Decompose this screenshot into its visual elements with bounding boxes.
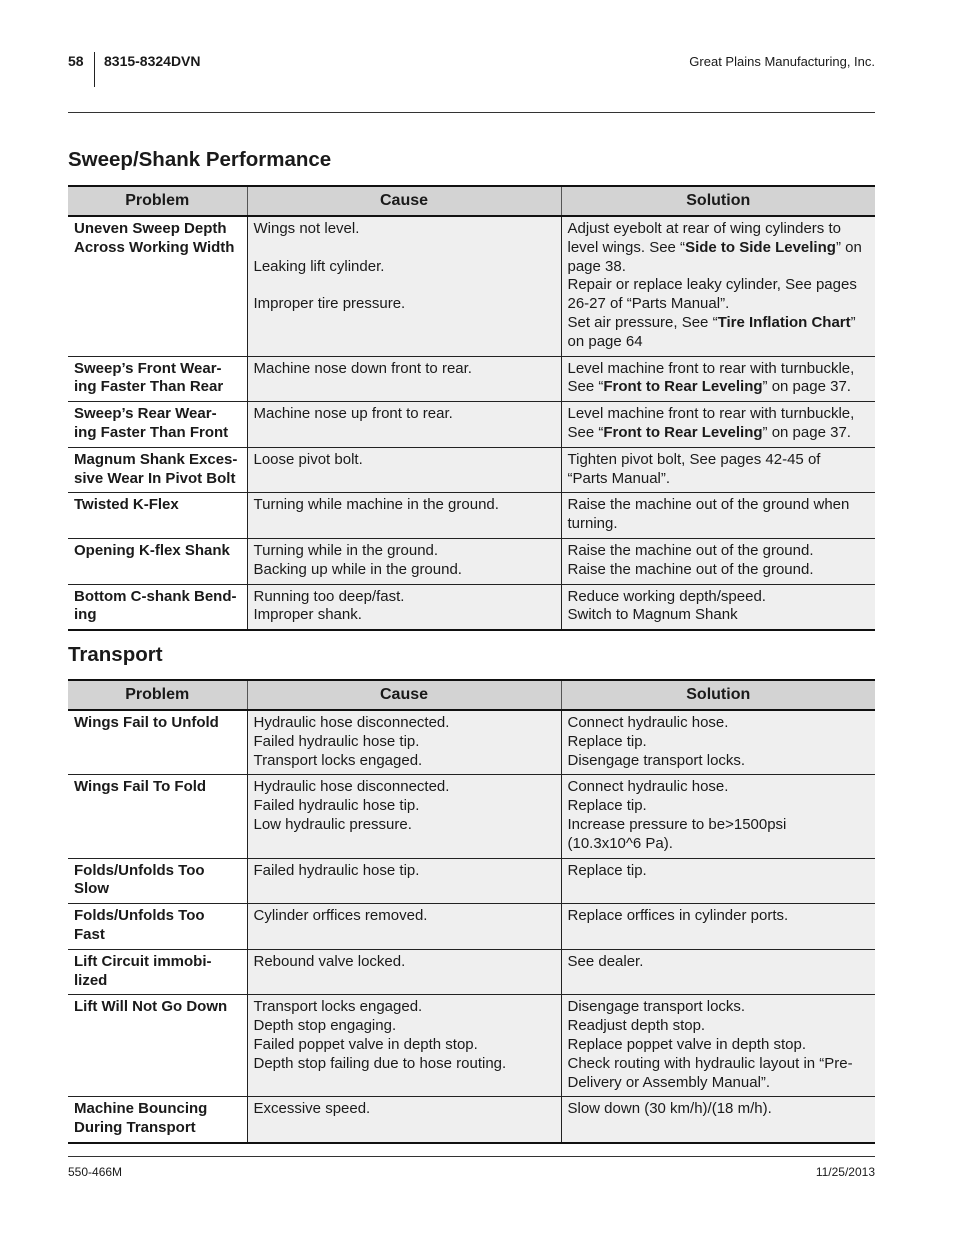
problem-cell <box>68 356 247 402</box>
cause-text-line: Loose pivot bolt. <box>253 450 363 468</box>
solution-text-line <box>568 998 871 1017</box>
solution-text: Replace tip. <box>567 861 647 879</box>
sweep-section-title: Sweep/Shank Performance <box>68 148 332 171</box>
solution-reference: Front to Rear Leveling <box>603 378 763 396</box>
cause-text-line: Transport locks engaged. <box>253 998 423 1016</box>
solution-text-line <box>568 816 871 835</box>
cause-text-line: Machine nose up front to rear. <box>253 405 453 423</box>
solution-cell <box>561 216 875 356</box>
cause-text-line: Turning while in the ground. <box>253 541 439 559</box>
solution-text: ” on <box>835 238 862 256</box>
line-gap <box>254 276 556 295</box>
solution-cell <box>561 402 875 448</box>
cause-cell <box>247 447 561 493</box>
problem-text-line: Bottom C-shank Bend- <box>74 587 237 605</box>
transport-section-title: Transport <box>68 643 163 666</box>
table-row <box>68 584 875 630</box>
problem-text-line: Machine Bouncing <box>74 1100 208 1118</box>
problem-text-line: Opening K-flex Shank <box>74 541 230 559</box>
cause-text-line: Improper shank. <box>253 606 362 624</box>
solution-text-line <box>568 314 871 333</box>
cause-text-line: Wings not level. <box>253 220 360 237</box>
solution-cell <box>561 584 875 630</box>
problem-cell <box>68 995 247 1097</box>
solution-text-line <box>568 295 871 314</box>
table-row <box>68 858 875 904</box>
problem-text-line: Folds/Unfolds Too <box>74 861 205 879</box>
solution-cell <box>561 1097 875 1143</box>
solution-text: page 38. <box>567 257 626 275</box>
cause-text-line: Low hydraulic pressure. <box>253 815 412 833</box>
problem-cell <box>68 447 247 493</box>
cause-text-line: Failed hydraulic hose tip. <box>253 861 420 879</box>
cause-text-line: Failed hydraulic hose tip. <box>253 732 420 750</box>
column-header-solution: Solution <box>561 680 875 710</box>
solution-text-line <box>568 1100 871 1119</box>
cause-text-line: Hydraulic hose disconnected. <box>253 714 450 731</box>
document-number: 550-466M <box>68 1165 123 1179</box>
problem-cell <box>68 904 247 950</box>
column-header-solution: Solution <box>561 186 875 216</box>
solution-text: Raise the machine out of the ground. <box>567 541 814 559</box>
solution-text-line <box>568 542 871 561</box>
solution-text: ” on page 37. <box>762 378 851 396</box>
solution-reference: Front to Rear Leveling <box>603 423 763 441</box>
solution-text-line <box>568 1074 871 1093</box>
problem-text-line: Uneven Sweep Depth <box>74 220 227 237</box>
solution-text-line <box>568 953 871 972</box>
problem-text-line: During Transport <box>74 1119 196 1137</box>
cause-text-line: Rebound valve locked. <box>253 952 406 970</box>
problem-text-line: Lift Circuit immobi- <box>74 952 212 970</box>
column-header-problem: Problem <box>68 680 247 710</box>
solution-cell <box>561 538 875 584</box>
problem-cell <box>68 949 247 995</box>
problem-text-line: ing <box>74 606 97 624</box>
table-row <box>68 1097 875 1143</box>
solution-text-line <box>568 451 871 470</box>
cause-cell <box>247 216 561 356</box>
problem-cell <box>68 493 247 539</box>
cause-cell <box>247 493 561 539</box>
solution-text: turning. <box>567 515 618 533</box>
solution-text: Repair or replace leaky cylinder, See pages <box>567 276 857 294</box>
solution-text: See “ <box>567 378 604 396</box>
cause-cell <box>247 710 561 775</box>
table-row <box>68 995 875 1097</box>
problem-text-line: Sweep’s Rear Wear- <box>74 405 217 423</box>
problem-cell <box>68 775 247 858</box>
cause-text-line: Failed poppet valve in depth stop. <box>253 1035 478 1053</box>
solution-cell <box>561 356 875 402</box>
solution-text-line <box>568 752 871 771</box>
problem-text-line: Slow <box>74 880 110 898</box>
solution-text: ” <box>850 313 856 331</box>
solution-text-line <box>568 797 871 816</box>
problem-text-line: Folds/Unfolds Too <box>74 907 205 925</box>
solution-text: Delivery or Assembly Manual”. <box>567 1073 771 1091</box>
cause-cell <box>247 995 561 1097</box>
solution-text-line <box>568 862 871 881</box>
company-name: Great Plains Manufacturing, Inc. <box>689 54 875 69</box>
solution-text: level wings. See “ <box>567 238 686 256</box>
solution-text-line <box>568 515 871 534</box>
solution-text: Disengage transport locks. <box>567 751 746 769</box>
cause-text-line: Turning while machine in the ground. <box>253 496 499 514</box>
cause-cell <box>247 858 561 904</box>
solution-text: “Parts Manual”. <box>567 469 671 487</box>
solution-text-line <box>568 561 871 580</box>
table-row <box>68 904 875 950</box>
solution-text-line <box>568 239 871 258</box>
solution-reference: Side to Side Leveling <box>685 238 836 256</box>
solution-text: Level machine front to rear with turnbuckle, <box>567 359 855 377</box>
solution-cell <box>561 858 875 904</box>
problem-text-line: Fast <box>74 925 105 943</box>
table-header-row <box>68 186 875 216</box>
problem-text-line: Sweep’s Front Wear- <box>74 359 222 377</box>
solution-text-line <box>568 276 871 295</box>
table-row <box>68 216 875 356</box>
solution-text-line <box>568 778 871 797</box>
table-row <box>68 710 875 775</box>
table-row <box>68 447 875 493</box>
cause-cell <box>247 538 561 584</box>
header-rule <box>68 112 875 113</box>
solution-text: Slow down (30 km/h)/(18 m/h). <box>567 1100 772 1118</box>
problem-cell <box>68 584 247 630</box>
transport-table-body <box>68 710 875 1143</box>
cause-cell <box>247 775 561 858</box>
cause-text-line: Excessive speed. <box>253 1100 371 1118</box>
solution-text: Raise the machine out of the ground. <box>567 560 814 578</box>
cause-cell <box>247 356 561 402</box>
column-header-cause: Cause <box>247 680 561 710</box>
solution-cell <box>561 447 875 493</box>
solution-text-line <box>568 1017 871 1036</box>
solution-text-line <box>568 714 871 733</box>
solution-text: Reduce working depth/speed. <box>567 587 766 605</box>
solution-cell <box>561 949 875 995</box>
solution-text-line <box>568 907 871 926</box>
cause-text-line: Improper tire pressure. <box>253 295 406 313</box>
solution-cell <box>561 775 875 858</box>
problem-text-line: sive Wear In Pivot Bolt <box>74 469 236 487</box>
solution-text: Connect hydraulic hose. <box>567 778 729 796</box>
problem-cell <box>68 538 247 584</box>
cause-cell <box>247 904 561 950</box>
problem-text-line: Lift Will Not Go Down <box>74 998 228 1016</box>
column-header-cause: Cause <box>247 186 561 216</box>
table-header-row <box>68 680 875 710</box>
problem-text-line: lized <box>74 971 108 989</box>
problem-cell <box>68 858 247 904</box>
problem-cell <box>68 216 247 356</box>
solution-text-line <box>568 496 871 515</box>
solution-text: (10.3x10^6 Pa). <box>567 834 673 852</box>
solution-text: Replace tip. <box>567 732 647 750</box>
solution-text: Connect hydraulic hose. <box>567 714 729 731</box>
header-divider <box>94 52 95 87</box>
solution-text: Replace tip. <box>567 797 647 815</box>
line-gap <box>254 239 556 258</box>
table-row <box>68 949 875 995</box>
solution-text-line <box>568 258 871 277</box>
problem-text-line: Magnum Shank Exces- <box>74 450 238 468</box>
cause-cell <box>247 402 561 448</box>
solution-text: See dealer. <box>567 952 644 970</box>
solution-text-line <box>568 470 871 489</box>
solution-text: Replace orffices in cylinder ports. <box>567 907 789 925</box>
solution-text-line <box>568 1055 871 1074</box>
footer-rule <box>68 1156 875 1157</box>
solution-text: 26-27 of “Parts Manual”. <box>567 295 730 313</box>
problem-text-line: Twisted K-Flex <box>74 496 179 514</box>
solution-text: Switch to Magnum Shank <box>567 606 738 624</box>
cause-text-line: Running too deep/fast. <box>253 587 405 605</box>
solution-text: See “ <box>567 423 604 441</box>
problem-cell <box>68 1097 247 1143</box>
solution-text-line <box>568 606 871 625</box>
solution-text-line <box>568 424 871 443</box>
solution-cell <box>561 710 875 775</box>
table-row <box>68 493 875 539</box>
problem-text-line: Wings Fail To Fold <box>74 778 207 796</box>
solution-text-line <box>568 360 871 379</box>
solution-text: Replace poppet valve in depth stop. <box>567 1035 806 1053</box>
problem-text-line: Across Working Width <box>74 238 235 256</box>
solution-text: on page 64 <box>567 332 643 350</box>
table-row <box>68 775 875 858</box>
cause-text-line: Hydraulic hose disconnected. <box>253 778 450 796</box>
table-row <box>68 538 875 584</box>
cause-text-line: Transport locks engaged. <box>253 751 423 769</box>
solution-text: Raise the machine out of the ground when <box>567 496 850 514</box>
cause-text-line: Backing up while in the ground. <box>253 560 462 578</box>
problem-text-line: Wings Fail to Unfold <box>74 714 219 731</box>
solution-text-line <box>568 733 871 752</box>
cause-cell <box>247 1097 561 1143</box>
solution-text-line <box>568 378 871 397</box>
table-row <box>68 356 875 402</box>
column-header-problem: Problem <box>68 186 247 216</box>
solution-text-line <box>568 588 871 607</box>
table-row <box>68 402 875 448</box>
solution-text-line <box>568 1036 871 1055</box>
solution-text-line <box>568 405 871 424</box>
solution-cell <box>561 995 875 1097</box>
solution-text: Disengage transport locks. <box>567 998 746 1016</box>
solution-text: Adjust eyebolt at rear of wing cylinders to <box>567 220 841 237</box>
sweep-table-body <box>68 216 875 630</box>
problem-cell <box>68 710 247 775</box>
transport-table <box>68 679 875 1144</box>
cause-cell <box>247 584 561 630</box>
solution-text: Readjust depth stop. <box>567 1017 706 1035</box>
cause-text-line: Depth stop failing due to hose routing. <box>253 1054 507 1072</box>
cause-text-line: Leaking lift cylinder. <box>253 257 385 275</box>
cause-text-line: Depth stop engaging. <box>253 1017 397 1035</box>
solution-text: Check routing with hydraulic layout in “Pre- <box>567 1054 853 1072</box>
solution-text-line <box>568 835 871 854</box>
problem-cell <box>68 402 247 448</box>
revision-date: 11/25/2013 <box>815 1165 875 1179</box>
solution-text: Level machine front to rear with turnbuckle, <box>567 405 855 423</box>
solution-text: Increase pressure to be>1500psi <box>567 815 787 833</box>
cause-cell <box>247 949 561 995</box>
cause-text-line: Cylinder orffices removed. <box>253 907 428 925</box>
sweep-shank-table <box>68 185 875 631</box>
solution-cell <box>561 493 875 539</box>
solution-text: Set air pressure, See “ <box>567 313 718 331</box>
cause-text-line: Machine nose down front to rear. <box>253 359 472 377</box>
solution-text: Tighten pivot bolt, See pages 42-45 of <box>567 450 821 468</box>
problem-text-line: ing Faster Than Rear <box>74 378 224 396</box>
problem-text-line: ing Faster Than Front <box>74 423 229 441</box>
solution-text-line <box>568 333 871 352</box>
solution-cell <box>561 904 875 950</box>
model-number: 8315-8324DVN <box>104 53 201 69</box>
page-number: 58 <box>68 53 84 69</box>
solution-text: ” on page 37. <box>762 423 851 441</box>
cause-text-line: Failed hydraulic hose tip. <box>253 797 420 815</box>
solution-reference: Tire Inflation Chart <box>717 313 851 331</box>
solution-text-line <box>568 220 871 239</box>
